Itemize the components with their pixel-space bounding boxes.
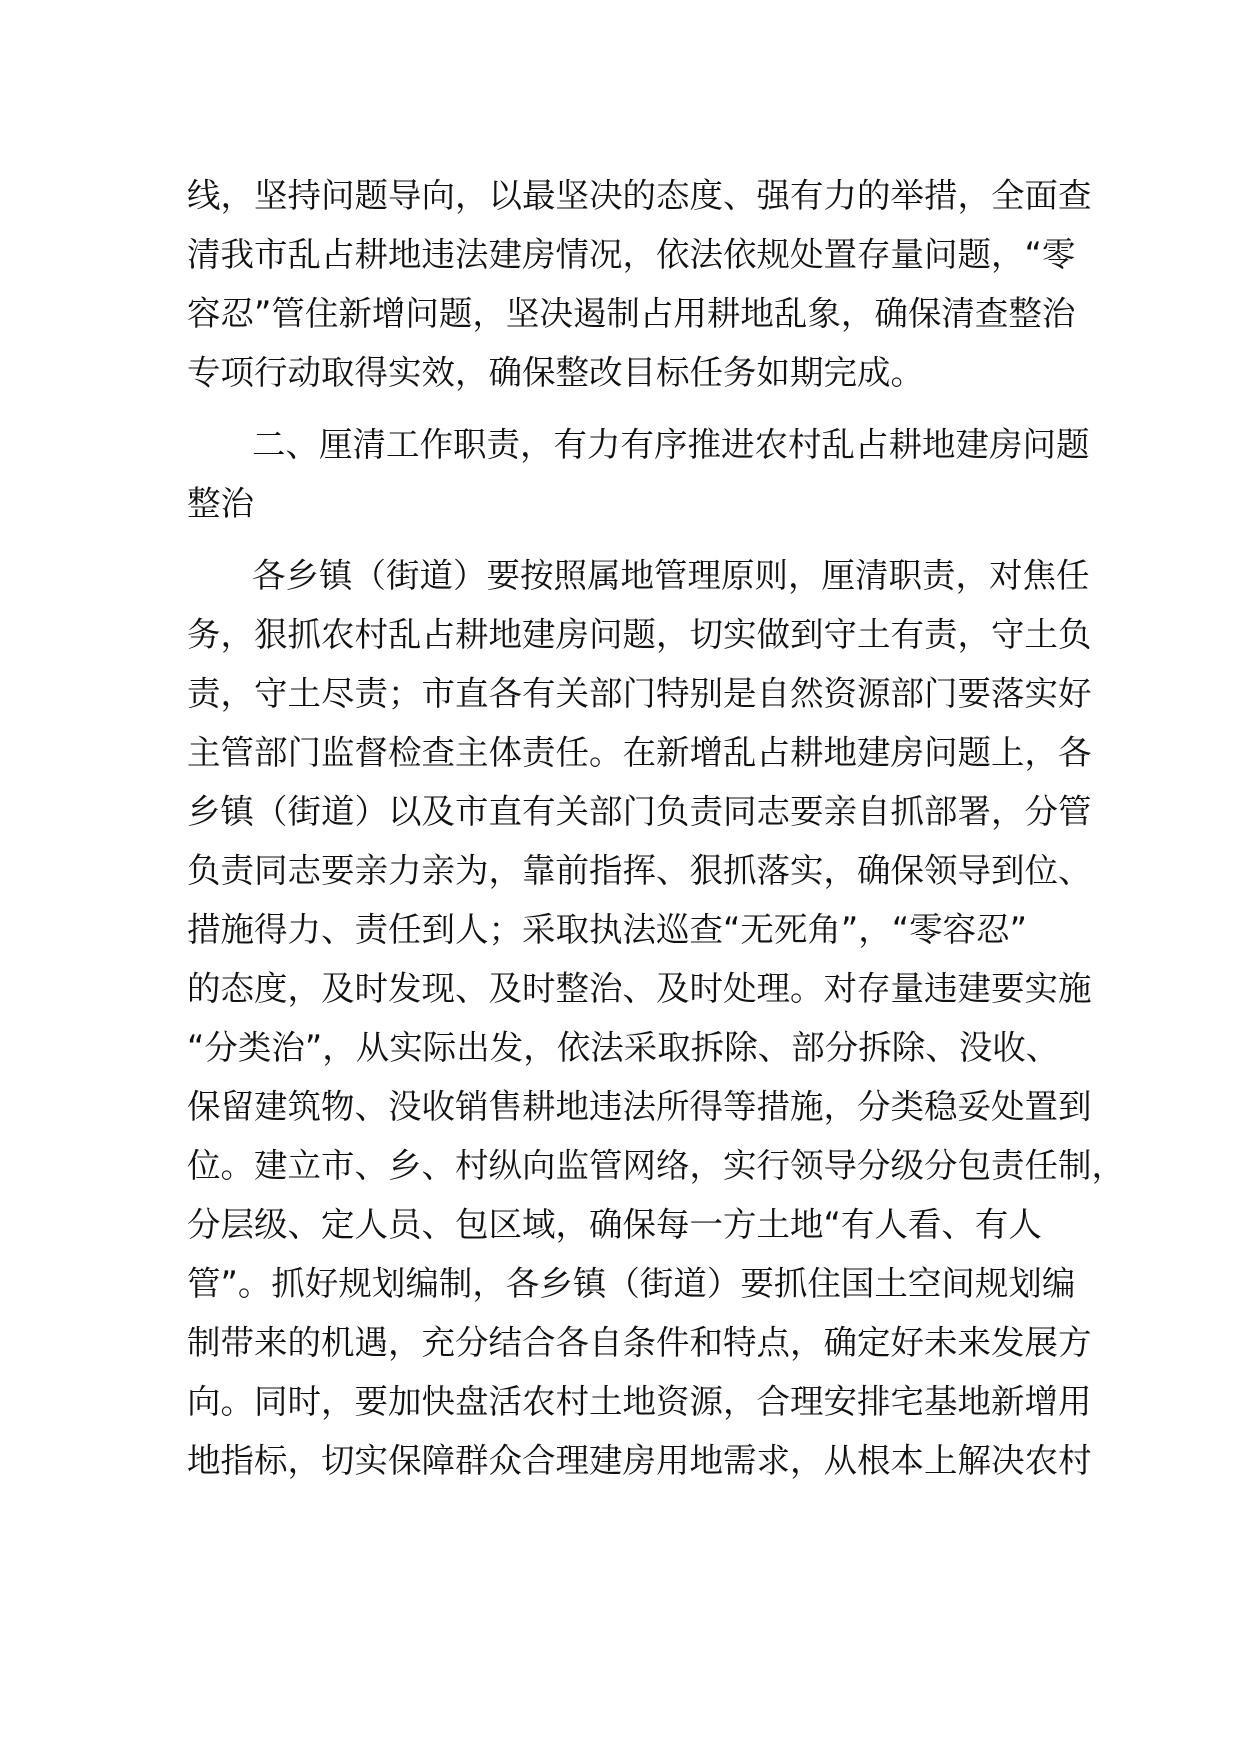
body-text-line: 制带来的机遇，充分结合各自条件和特点，确定好未来发展方: [187, 1323, 1092, 1362]
body-text-line: 分层级、定人员、包区域，确保每一方土地“有人看、有人: [187, 1205, 1042, 1244]
body-text-line: 容忍”管住新增问题，坚决遏制占用耕地乱象，确保清查整治: [187, 294, 1076, 333]
body-text-line: 线，坚持问题导向，以最坚决的态度、强有力的举措，全面查: [187, 176, 1092, 215]
body-text-line: 清我市乱占耕地违法建房情况，依法依规处置存量问题，“零: [187, 235, 1076, 274]
body-text-line: 主管部门监督检查主体责任。在新增乱占耕地建房问题上，各: [187, 733, 1092, 772]
body-text-line: 各乡镇（街道）要按照属地管理原则，厘清职责，对焦任: [252, 556, 1090, 595]
body-text-line: “分类治”，从实际出发，依法采取拆除、部分拆除、没收、: [187, 1028, 1060, 1067]
section-heading-line: 二、厘清工作职责，有力有序推进农村乱占耕地建房问题: [252, 425, 1090, 464]
body-text-line: 位。建立市、乡、村纵向监管网络，实行领导分级分包责任制，: [187, 1146, 1125, 1185]
body-text-line: 向。同时，要加快盘活农村土地资源，合理安排宅基地新增用: [187, 1382, 1092, 1421]
body-text-line: 乡镇（街道）以及市直有关部门负责同志要亲自抓部署，分管: [187, 792, 1092, 831]
body-text-line: 管”。抓好规划编制，各乡镇（街道）要抓住国土空间规划编: [187, 1264, 1076, 1303]
body-text-line: 负责同志要亲力亲为，靠前指挥、狠抓落实，确保领导到位、: [187, 851, 1092, 890]
body-text-line: 地指标，切实保障群众合理建房用地需求，从根本上解决农村: [187, 1441, 1092, 1480]
body-text-line: 专项行动取得实效，确保整改目标任务如期完成。: [187, 353, 924, 392]
body-text-line: 务，狠抓农村乱占耕地建房问题，切实做到守土有责，守土负: [187, 615, 1092, 654]
section-heading-line: 整治: [187, 484, 254, 523]
body-text-line: 的态度，及时发现、及时整治、及时处理。对存量违建要实施: [187, 969, 1092, 1008]
body-text-line: 责，守土尽责；市直各有关部门特别是自然资源部门要落实好: [187, 674, 1092, 713]
body-text-line: 保留建筑物、没收销售耕地违法所得等措施，分类稳妥处置到: [187, 1087, 1092, 1126]
body-text-line: 措施得力、责任到人；采取执法巡查“无死角”，“零容忍”: [187, 910, 1027, 949]
